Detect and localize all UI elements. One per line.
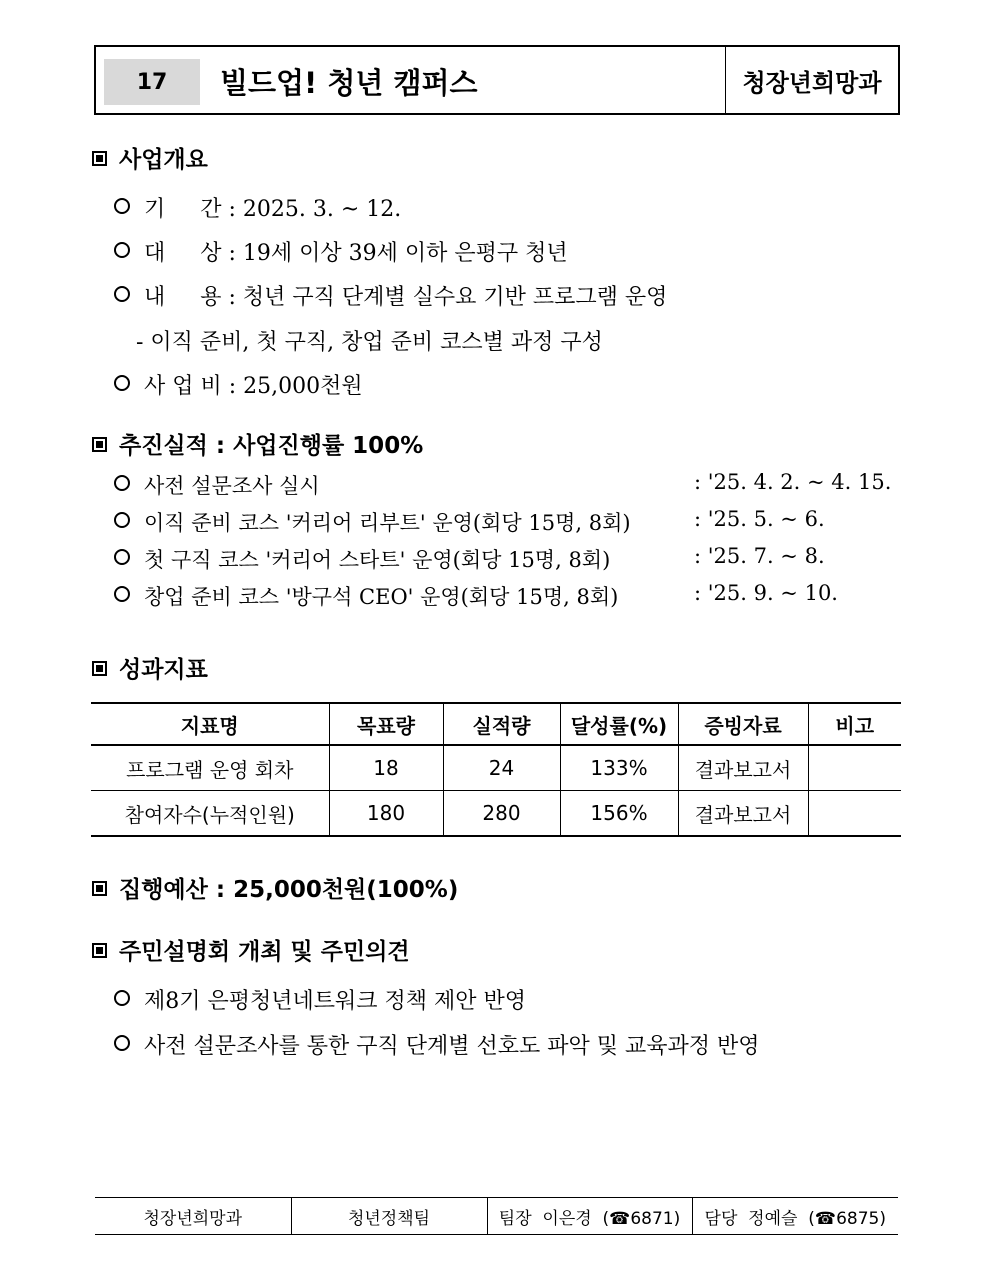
square-bullet-icon [92, 151, 107, 166]
performance-item: 창업 준비 코스 '방구석 CEO' 운영(회당 15명, 8회) : '25. 9. ~ 10. [114, 581, 618, 611]
table-cell: 결과보고서 [678, 745, 808, 791]
column-header: 지표명 [91, 703, 329, 745]
performance-date: : '25. 9. ~ 10. [694, 581, 838, 605]
footer-department: 청장년희망과 [95, 1198, 291, 1235]
square-bullet-icon [92, 661, 107, 676]
footer-contact-table [95, 1197, 898, 1235]
square-bullet-icon [92, 881, 107, 896]
table-cell: 280 [443, 791, 560, 837]
circle-bullet-icon [114, 475, 130, 491]
footer-team: 청년정책팀 [291, 1198, 487, 1235]
column-header: 증빙자료 [678, 703, 808, 745]
section-heading-performance: 추진실적 : 사업진행률 100% [92, 427, 423, 460]
table-header-row [91, 703, 901, 745]
overview-item-target: 대 상 : 19세 이상 39세 이하 은평구 청년 [114, 236, 568, 267]
circle-bullet-icon [114, 198, 130, 214]
performance-item: 사전 설문조사 실시 : '25. 4. 2. ~ 4. 15. [114, 470, 320, 500]
opinion-item: 사전 설문조사를 통한 구직 단계별 선호도 파악 및 교육과정 반영 [114, 1029, 760, 1060]
table-cell: 156% [560, 791, 678, 837]
table-cell: 18 [329, 745, 443, 791]
table-cell: 참여자수(누적인원) [91, 791, 329, 837]
table-cell: 24 [443, 745, 560, 791]
section-heading-budget: 집행예산 : 25,000천원(100%) [92, 871, 458, 904]
performance-item: 이직 준비 코스 '커리어 리부트' 운영(회당 15명, 8회) : '25. 5. ~ 6. [114, 507, 631, 537]
item-number: 17 [104, 59, 200, 105]
footer-team-leader: 팀장 이은경 (☎6871) [487, 1198, 692, 1235]
circle-bullet-icon [114, 512, 130, 528]
overview-item-content: 내 용 : 청년 구직 단계별 실수요 기반 프로그램 운영 [114, 280, 667, 311]
circle-bullet-icon [114, 242, 130, 258]
circle-bullet-icon [114, 1035, 130, 1051]
square-bullet-icon [92, 437, 107, 452]
circle-bullet-icon [114, 549, 130, 565]
overview-sub-item: - 이직 준비, 첫 구직, 창업 준비 코스별 과정 구성 [136, 330, 603, 355]
table-cell: 결과보고서 [678, 791, 808, 837]
performance-item: 첫 구직 코스 '커리어 스타트' 운영(회당 15명, 8회) : '25. 7. ~ 8. [114, 544, 610, 574]
department-label: 청장년희망과 [725, 47, 898, 113]
circle-bullet-icon [114, 286, 130, 302]
page-title: 빌드업! 청년 캠퍼스 [220, 66, 478, 100]
table-cell: 133% [560, 745, 678, 791]
circle-bullet-icon [114, 586, 130, 602]
section-heading-overview: 사업개요 [92, 141, 208, 174]
table-cell: 프로그램 운영 회차 [91, 745, 329, 791]
table-row [91, 745, 901, 791]
circle-bullet-icon [114, 375, 130, 391]
table-row [91, 791, 901, 837]
performance-date: : '25. 4. 2. ~ 4. 15. [694, 470, 892, 494]
table-cell [808, 791, 901, 837]
circle-bullet-icon [114, 990, 130, 1006]
kpi-table [91, 702, 901, 837]
footer-staff: 담당 정예슬 (☎6875) [692, 1198, 898, 1235]
table-cell: 180 [329, 791, 443, 837]
square-bullet-icon [92, 943, 107, 958]
footer-row [95, 1198, 898, 1235]
performance-date: : '25. 5. ~ 6. [694, 507, 825, 531]
overview-item-period: 기 간 : 2025. 3. ~ 12. [114, 192, 401, 223]
column-header: 비고 [808, 703, 901, 745]
column-header: 실적량 [443, 703, 560, 745]
section-heading-opinions: 주민설명회 개최 및 주민의견 [92, 933, 410, 966]
column-header: 달성률(%) [560, 703, 678, 745]
document-header [94, 45, 900, 115]
opinion-item: 제8기 은평청년네트워크 정책 제안 반영 [114, 984, 526, 1015]
section-heading-kpi: 성과지표 [92, 651, 208, 684]
column-header: 목표량 [329, 703, 443, 745]
table-cell [808, 745, 901, 791]
overview-item-budget: 사 업 비 : 25,000천원 [114, 369, 363, 400]
performance-date: : '25. 7. ~ 8. [694, 544, 825, 568]
